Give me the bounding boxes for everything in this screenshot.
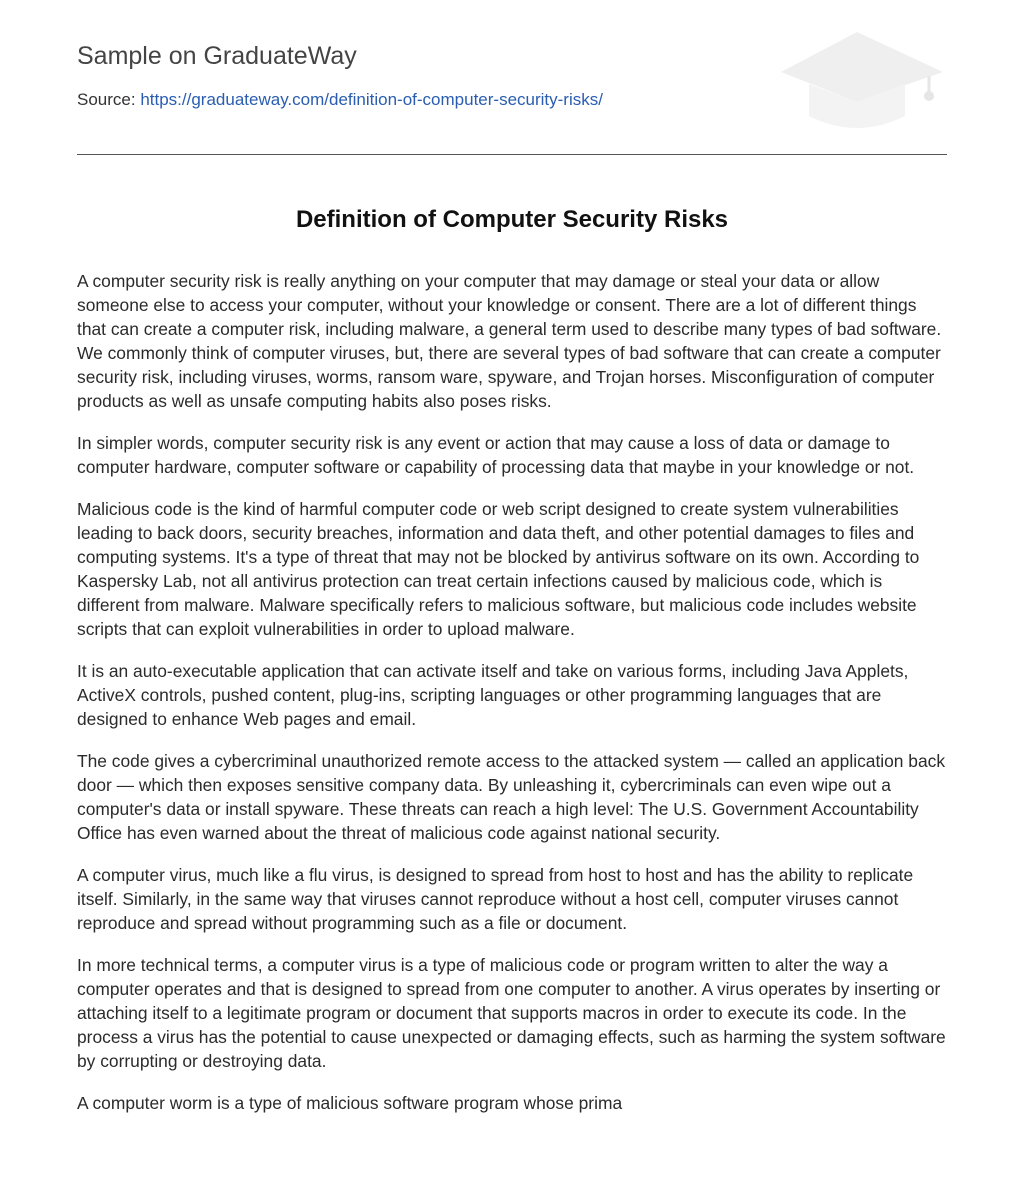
source-line [77, 90, 603, 110]
site-name: Sample on GraduateWay [77, 42, 357, 70]
page-header [77, 0, 947, 155]
graduation-cap-icon [777, 28, 947, 136]
paragraph: It is an auto-executable application that can activate itself and take on various forms, including Java Applets, ActiveX controls, pushed content, plug-ins, scripting languages or other programming languages that are designed to enhance Web pages and email. [77, 661, 909, 729]
paragraph: A computer worm is a type of malicious software program whose prima [77, 1093, 623, 1113]
source-link[interactable]: https://graduateway.com/definition-of-computer-security-risks/ [140, 90, 603, 109]
paragraph: Malicious code is the kind of harmful computer code or web script designed to create system vulnerabilities leading to back doors, security breaches, information and data theft, and other potential damages to files and computing systems. It's a type of threat that may not be blocked by antivirus software on its own. According to Kaspersky Lab, not all antivirus protection can treat certain infections caused by malicious code, which is different from malware. Malware specifically refers to malicious software, but malicious code includes website scripts that can exploit vulnerabilities in order to upload malware. [77, 499, 920, 639]
source-label: Source: [77, 90, 136, 109]
document-page [77, 0, 947, 1133]
paragraph: A computer virus, much like a flu virus, is designed to spread from host to host and has the ability to replicate itself. Similarly, in the same way that viruses cannot reproduce without a host cell, computer viruses cannot reproduce and spread without programming such as a file or document. [77, 865, 914, 933]
paragraph: The code gives a cybercriminal unauthorized remote access to the attacked system — called an application back door — which then exposes sensitive company data. By unleashing it, cybercriminals can even wipe out a computer's data or install spyware. These threats can reach a high level: The U.S. Government Accountability Office has even warned about the threat of malicious code against national security. [77, 751, 946, 843]
paragraph: In more technical terms, a computer virus is a type of malicious code or program written to alter the way a computer operates and that is designed to spread from one computer to another. A virus operates by inserting or attaching itself to a legitimate program or document that supports macros in order to execute its code. In the process a virus has the potential to cause unexpected or damaging effects, such as harming the system software by corrupting or destroying data. [77, 955, 946, 1071]
paragraph: A computer security risk is really anything on your computer that may damage or steal your data or allow someone else to access your computer, without your knowledge or consent. There are a lot of different things that can create a computer risk, including malware, a general term used to describe many types of bad software. We commonly think of computer viruses, but, there are several types of bad software that can create a computer security risk, including viruses, worms, ransom ware, spyware, and Trojan horses. Misconfiguration of computer products as well as unsafe computing habits also poses risks. [77, 271, 942, 411]
document-body [77, 269, 947, 1115]
paragraph: In simpler words, computer security risk is any event or action that may cause a loss of data or damage to computer hardware, computer software or capability of processing data that maybe in your knowledge or not. [77, 433, 915, 477]
document-title: Definition of Computer Security Risks [295, 206, 729, 233]
